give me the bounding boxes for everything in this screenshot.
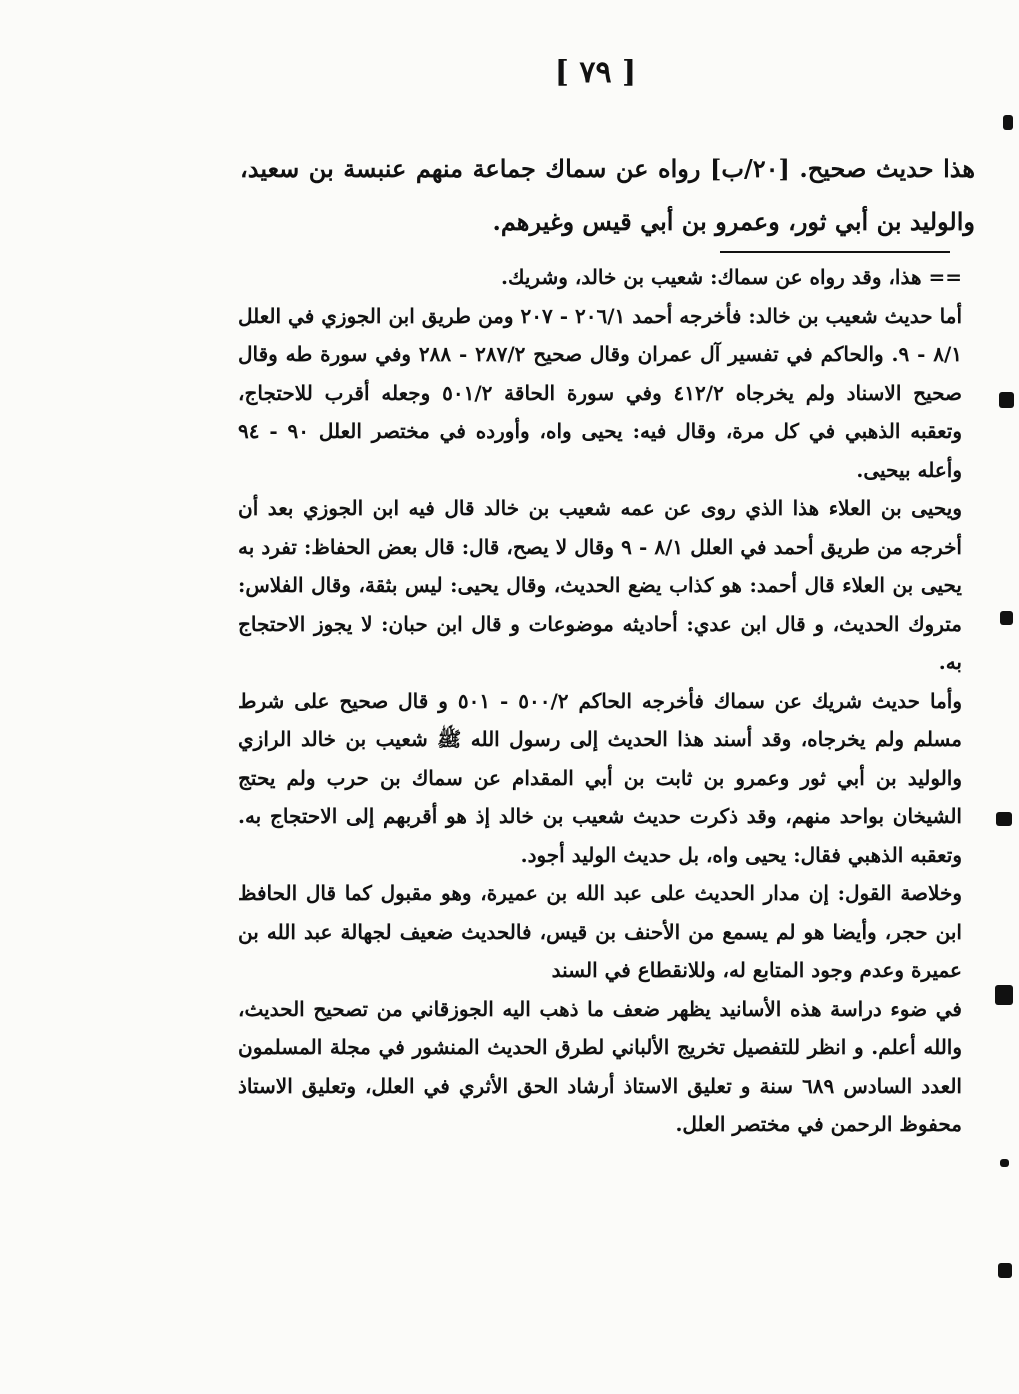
binding-mark xyxy=(998,1263,1012,1278)
footnote-marker: == xyxy=(928,265,962,289)
binding-mark xyxy=(995,985,1013,1005)
footnote-paragraph xyxy=(238,258,962,297)
footnote-paragraph: وأما حديث شريك عن سماك فأخرجه الحاكم ٥٠٠/٢ - ٥٠١ و قال صحيح على شرط مسلم ولم يخرجاه، وقد أسند هذا الحديث إلى رسول الله ﷺ شعيب بن خالد الرازي والوليد بن أبي ثور وعمرو بن ثابت بن أبي المقدام عن سماك بن حرب ولم يحتج الشيخان بواحد منهم، وقد ذكرت حديث شعيب بن خالد إذ هو أقربهم إلى الاحتجاج به. وتعقبه الذهبي فقال: يحيى واه، بل حديث الوليد أجود. xyxy=(238,688,962,867)
page-number: [ ٧٩ ] xyxy=(554,55,637,90)
binding-mark xyxy=(1003,115,1013,130)
main-paragraph: هذا حديث صحيح. [٢٠/ب] رواه عن سماك جماعة منهم عنبسة بن سعيد، والوليد بن أبي ثور، وعمرو بن أبي قيس وغيرهم. xyxy=(240,154,976,236)
footnote-separator xyxy=(720,251,950,253)
footnote-paragraph: في ضوء دراسة هذه الأسانيد يظهر ضعف ما ذهب اليه الجوزقاني من تصحيح الحديث، والله أعلم. و انظر للتفصيل تخريج الألباني لطرق الحديث المنشور في مجلة المسلمون العدد السادس ٦٨٩ سنة و تعليق الاستاذ أرشاد الحق الأثري في العلل، وتعليق الاستاذ محفوظ الرحمن في مختصر العلل. xyxy=(238,996,962,1136)
footnote-paragraph: أما حديث شعيب بن خالد: فأخرجه أحمد ٢٠٦/١ - ٢٠٧ ومن طريق ابن الجوزي في العلل ٨/١ - ٩. والحاكم في تفسير آل عمران وقال صحيح ٢٨٧/٢ - ٢٨٨ وفي سورة طه وقال صحيح الاسناد ولم يخرجاه ٤١٢/٢ وفي سورة الحاقة ٥٠١/٢ وجعله أقرب للاحتجاج، وتعقبه الذهبي في كل مرة، وقال فيه: يحيى واه، وأورده في مختصر العلل ٩٠ - ٩٤ وأعله بيحيى. xyxy=(238,303,963,482)
binding-mark xyxy=(1000,1159,1009,1167)
footnotes-block xyxy=(238,258,962,1144)
binding-mark xyxy=(1000,611,1013,625)
footnote-paragraph: وخلاصة القول: إن مدار الحديث على عبد الله بن عميرة، وهو مقبول كما قال الحافظ ابن حجر، وأيضا هو لم يسمع من الأحنف بن قيس، فالحديث ضعيف لجهالة عبد الله بن عميرة وعدم وجود المتابع له، وللانقطاع في السند xyxy=(238,881,962,982)
binding-mark xyxy=(999,392,1014,408)
main-text-block xyxy=(240,142,975,248)
binding-mark xyxy=(996,812,1012,826)
footnote-paragraph-text: هذا، وقد رواه عن سماك: شعيب بن خالد، وشريك. xyxy=(501,265,922,289)
footnote-paragraph: ويحيى بن العلاء هذا الذي روى عن عمه شعيب بن خالد قال فيه ابن الجوزي بعد أن أخرجه من طريق أحمد في العلل ٨/١ - ٩ وقال لا يصح، قال: قال بعض الحفاظ: تفرد به يحيى بن العلاء قال أحمد: هو كذاب يضع الحديث، وقال يحيى: ليس بثقة، وقال الفلاس: متروك الحديث، و قال ابن عدي: أحاديثه موضوعات و قال ابن حبان: لا يجوز الاحتجاج به. xyxy=(238,496,962,674)
